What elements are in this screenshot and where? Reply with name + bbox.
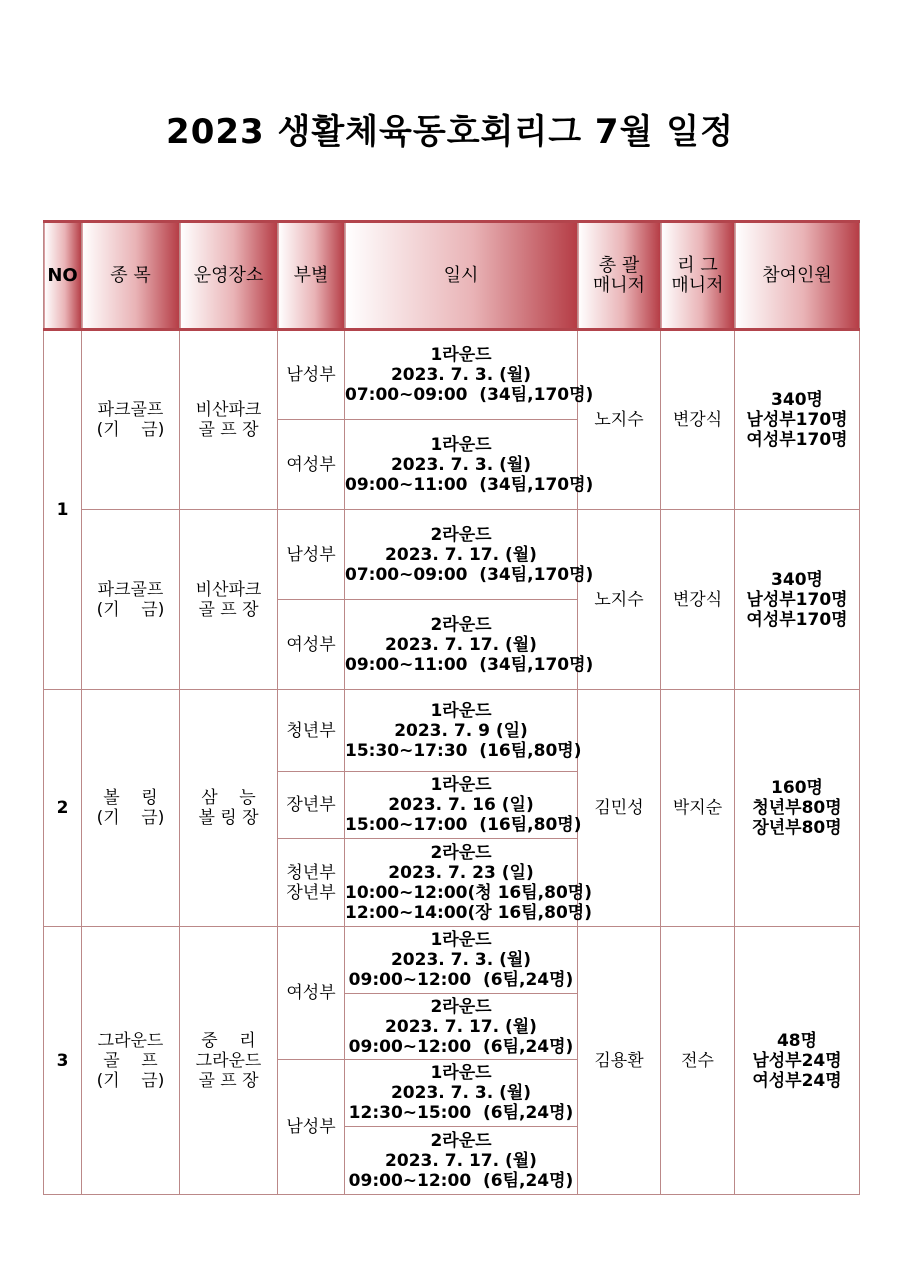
event-cell: 그라운드 골 프 (기 금)	[82, 927, 180, 1195]
division-cell: 남성부	[278, 1060, 345, 1195]
venue-cell: 비산파크 골 프 장	[180, 330, 278, 510]
league-manager-cell: 박지순	[661, 690, 735, 927]
header-participants: 참여인원	[735, 222, 860, 330]
general-manager-cell: 김용환	[578, 927, 661, 1195]
datetime-cell: 1라운드 2023. 7. 9 (일) 15:30~17:30 (16팀,80명)	[345, 690, 578, 772]
header-event: 종 목	[82, 222, 180, 330]
league-manager-cell: 전수	[661, 927, 735, 1195]
datetime-cell: 1라운드 2023. 7. 3. (월) 12:30~15:00 (6팀,24명)	[345, 1060, 578, 1127]
header-league-manager: 리 그 매니저	[661, 222, 735, 330]
datetime-cell: 1라운드 2023. 7. 3. (월) 07:00~09:00 (34팀,170명)	[345, 330, 578, 420]
venue-cell: 중 리 그라운드 골 프 장	[180, 927, 278, 1195]
general-manager-cell: 노지수	[578, 510, 661, 690]
table-row	[44, 927, 860, 994]
header-datetime: 일시	[345, 222, 578, 330]
venue-cell: 삼 능 볼 링 장	[180, 690, 278, 927]
datetime-cell: 2라운드 2023. 7. 17. (월) 09:00~12:00 (6팀,24명)	[345, 994, 578, 1060]
division-cell: 남성부	[278, 330, 345, 420]
venue-cell: 비산파크 골 프 장	[180, 510, 278, 690]
participants-cell: 340명 남성부170명 여성부170명	[735, 510, 860, 690]
division-cell: 여성부	[278, 420, 345, 510]
division-cell: 장년부	[278, 772, 345, 839]
division-cell: 여성부	[278, 927, 345, 1060]
general-manager-cell: 노지수	[578, 330, 661, 510]
page-title: 2023 생활체육동호회리그 7월 일정	[166, 112, 734, 152]
event-cell: 파크골프 (기 금)	[82, 510, 180, 690]
participants-cell: 48명 남성부24명 여성부24명	[735, 927, 860, 1195]
general-manager-cell: 김민성	[578, 690, 661, 927]
datetime-cell: 2라운드 2023. 7. 23 (일) 10:00~12:00(청 16팀,80명) 12:00~14:00(장 16팀,80명)	[345, 839, 578, 927]
datetime-cell: 1라운드 2023. 7. 3. (월) 09:00~12:00 (6팀,24명)	[345, 927, 578, 994]
table-row	[44, 510, 860, 600]
datetime-cell: 2라운드 2023. 7. 17. (월) 07:00~09:00 (34팀,170명)	[345, 510, 578, 600]
schedule-table	[43, 220, 860, 1195]
datetime-cell: 1라운드 2023. 7. 3. (월) 09:00~11:00 (34팀,170명)	[345, 420, 578, 510]
datetime-cell: 2라운드 2023. 7. 17. (월) 09:00~11:00 (34팀,170명)	[345, 600, 578, 690]
header-general-manager: 총 괄 매니저	[578, 222, 661, 330]
datetime-cell: 1라운드 2023. 7. 16 (일) 15:00~17:00 (16팀,80명)	[345, 772, 578, 839]
division-cell: 여성부	[278, 600, 345, 690]
group-number: 2	[44, 690, 82, 927]
header-no: NO	[44, 222, 82, 330]
group-number: 1	[44, 330, 82, 690]
league-manager-cell: 변강식	[661, 510, 735, 690]
header-division: 부별	[278, 222, 345, 330]
header-row	[44, 222, 860, 330]
division-cell: 청년부	[278, 690, 345, 772]
event-cell: 파크골프 (기 금)	[82, 330, 180, 510]
header-venue: 운영장소	[180, 222, 278, 330]
participants-cell: 160명 청년부80명 장년부80명	[735, 690, 860, 927]
division-cell: 남성부	[278, 510, 345, 600]
event-cell: 볼 링 (기 금)	[82, 690, 180, 927]
participants-cell: 340명 남성부170명 여성부170명	[735, 330, 860, 510]
league-manager-cell: 변강식	[661, 330, 735, 510]
group-number: 3	[44, 927, 82, 1195]
division-cell: 청년부 장년부	[278, 839, 345, 927]
table-row	[44, 690, 860, 772]
datetime-cell: 2라운드 2023. 7. 17. (월) 09:00~12:00 (6팀,24명)	[345, 1127, 578, 1195]
table-row	[44, 330, 860, 420]
